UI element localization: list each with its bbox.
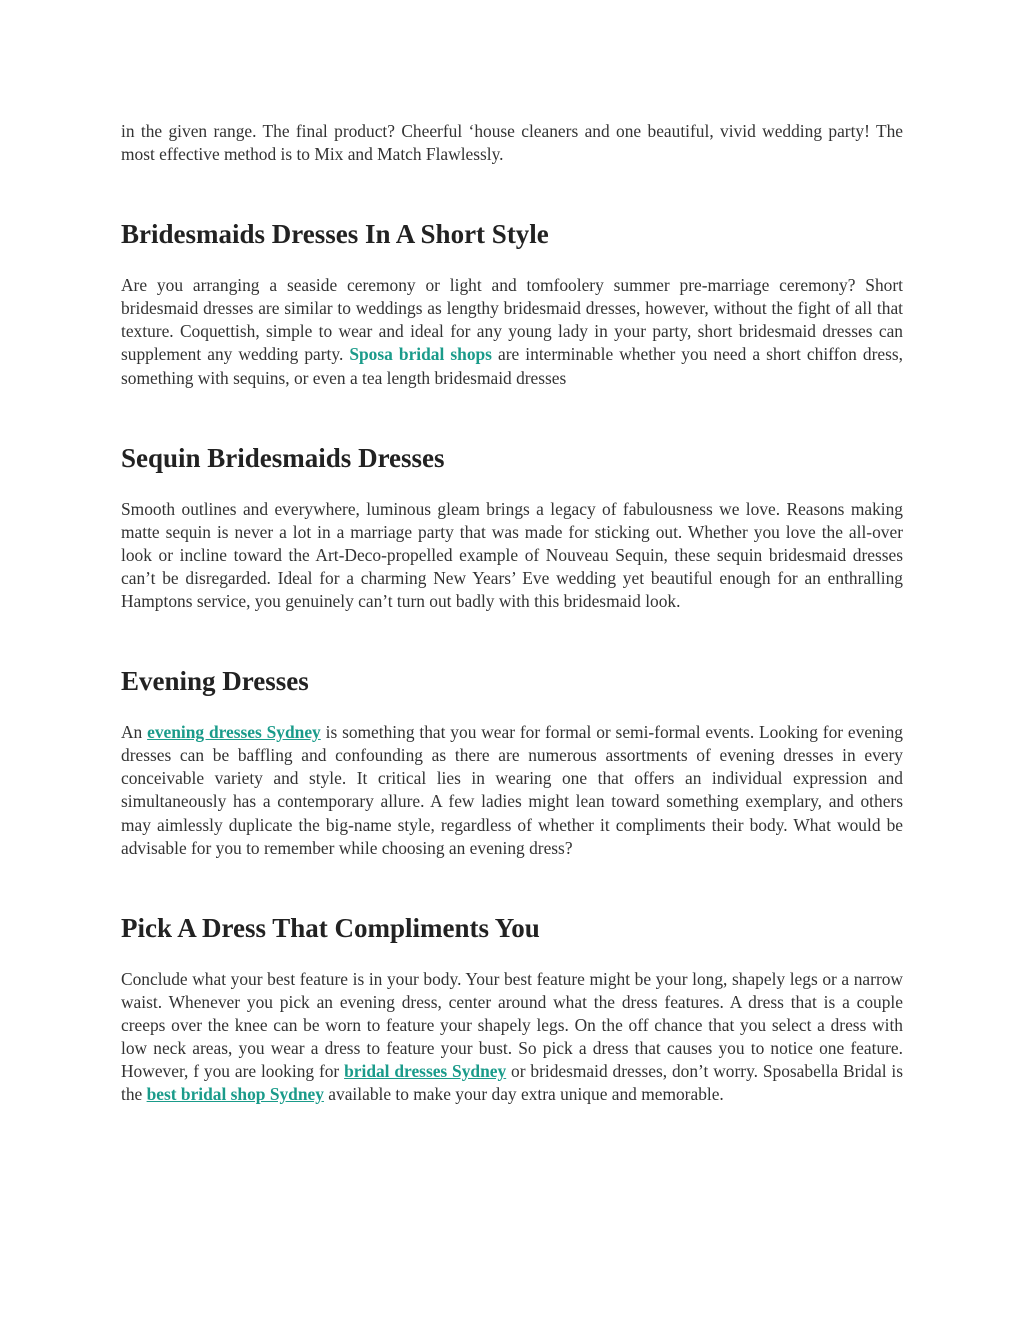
pick-text-before: Conclude what your best feature is in your body. Your best feature might be your long, shapely legs or a narrow waist. Whenever you pick an evening dress, center around what the dress features. A dress that is a couple creeps over the knee can be worn to feature your shapely legs. On the off chance that you select a dress with low neck areas, you wear a dress to feature your bust. So pick a dress that causes you to notice one feature. However, f you are looking for <box>121 968 903 1082</box>
heading-sequin: Sequin Bridesmaids Dresses <box>121 442 445 473</box>
best-bridal-shop-sydney-link[interactable]: best bridal shop Sydney <box>146 1084 324 1105</box>
pick-paragraph <box>121 968 903 1107</box>
heading-pick-a-dress: Pick A Dress That Compliments You <box>121 912 540 943</box>
short-style-text-after: are interminable whether you need a short chiffon dress, something with sequins, or even a tea length bridesmaid dresses <box>121 344 903 388</box>
evening-text-after: is something that you wear for formal or semi-formal events. Looking for evening dresses can be baffling and confounding as there are numerous assortments of evening dresses in every conceivable variety and style. It critical lies in wearing one that offers an individual expression and simultaneously has a contemporary allure. A few ladies might lean toward something exemplary, and others may aimlessly duplicate the big-name style, regardless of whether it compliments their body. What would be advisable for you to remember while choosing an evening dress? <box>121 722 903 858</box>
sequin-paragraph <box>121 498 903 613</box>
pick-text-after: available to make your day extra unique and memorable. <box>323 1084 724 1105</box>
heading-short-style: Bridesmaids Dresses In A Short Style <box>121 219 549 250</box>
document-page <box>121 120 903 1106</box>
pick-text-middle: or bridesmaid dresses, don’t worry. Sposabella Bridal is the <box>121 1061 903 1105</box>
intro-text: in the given range. The final product? Cheerful ‘house cleaners and one beautiful, vivid wedding party! The most effective method is to Mix and Match Flawlessly. <box>121 121 903 165</box>
evening-paragraph <box>121 721 903 860</box>
bridal-dresses-sydney-link[interactable]: bridal dresses Sydney <box>344 1061 507 1082</box>
sposa-bridal-shops-link[interactable]: Sposa bridal shops <box>349 344 492 365</box>
evening-text-before: An <box>121 722 148 743</box>
evening-dresses-sydney-link[interactable]: evening dresses Sydney <box>147 722 321 743</box>
short-style-paragraph <box>121 274 903 389</box>
sequin-text: Smooth outlines and everywhere, luminous gleam brings a legacy of fabulousness we love. Reasons making matte sequin is never a lot in a marriage party that was made for sticking out. Whether you love the all-over look or incline toward the Art-Deco-propelled example of Nouveau Sequin, these sequin bridesmaid dresses can’t be disregarded. Ideal for a charming New Years’ Eve wedding yet beautiful enough for an enthralling Hamptons service, you genuinely can’t turn out badly with this bridesmaid look. <box>121 498 903 612</box>
intro-paragraph <box>121 120 903 166</box>
heading-evening-dresses: Evening Dresses <box>121 666 309 697</box>
short-style-text-before: Are you arranging a seaside ceremony or light and tomfoolery summer pre-marriage ceremony? Short bridesmaid dresses are similar to weddings as lengthy bridesmaid dresses, however, without the fight of all that texture. Coquettish, simple to wear and ideal for any young lady in your party, short bridesmaid dresses can supplement any wedding party. <box>121 275 903 365</box>
